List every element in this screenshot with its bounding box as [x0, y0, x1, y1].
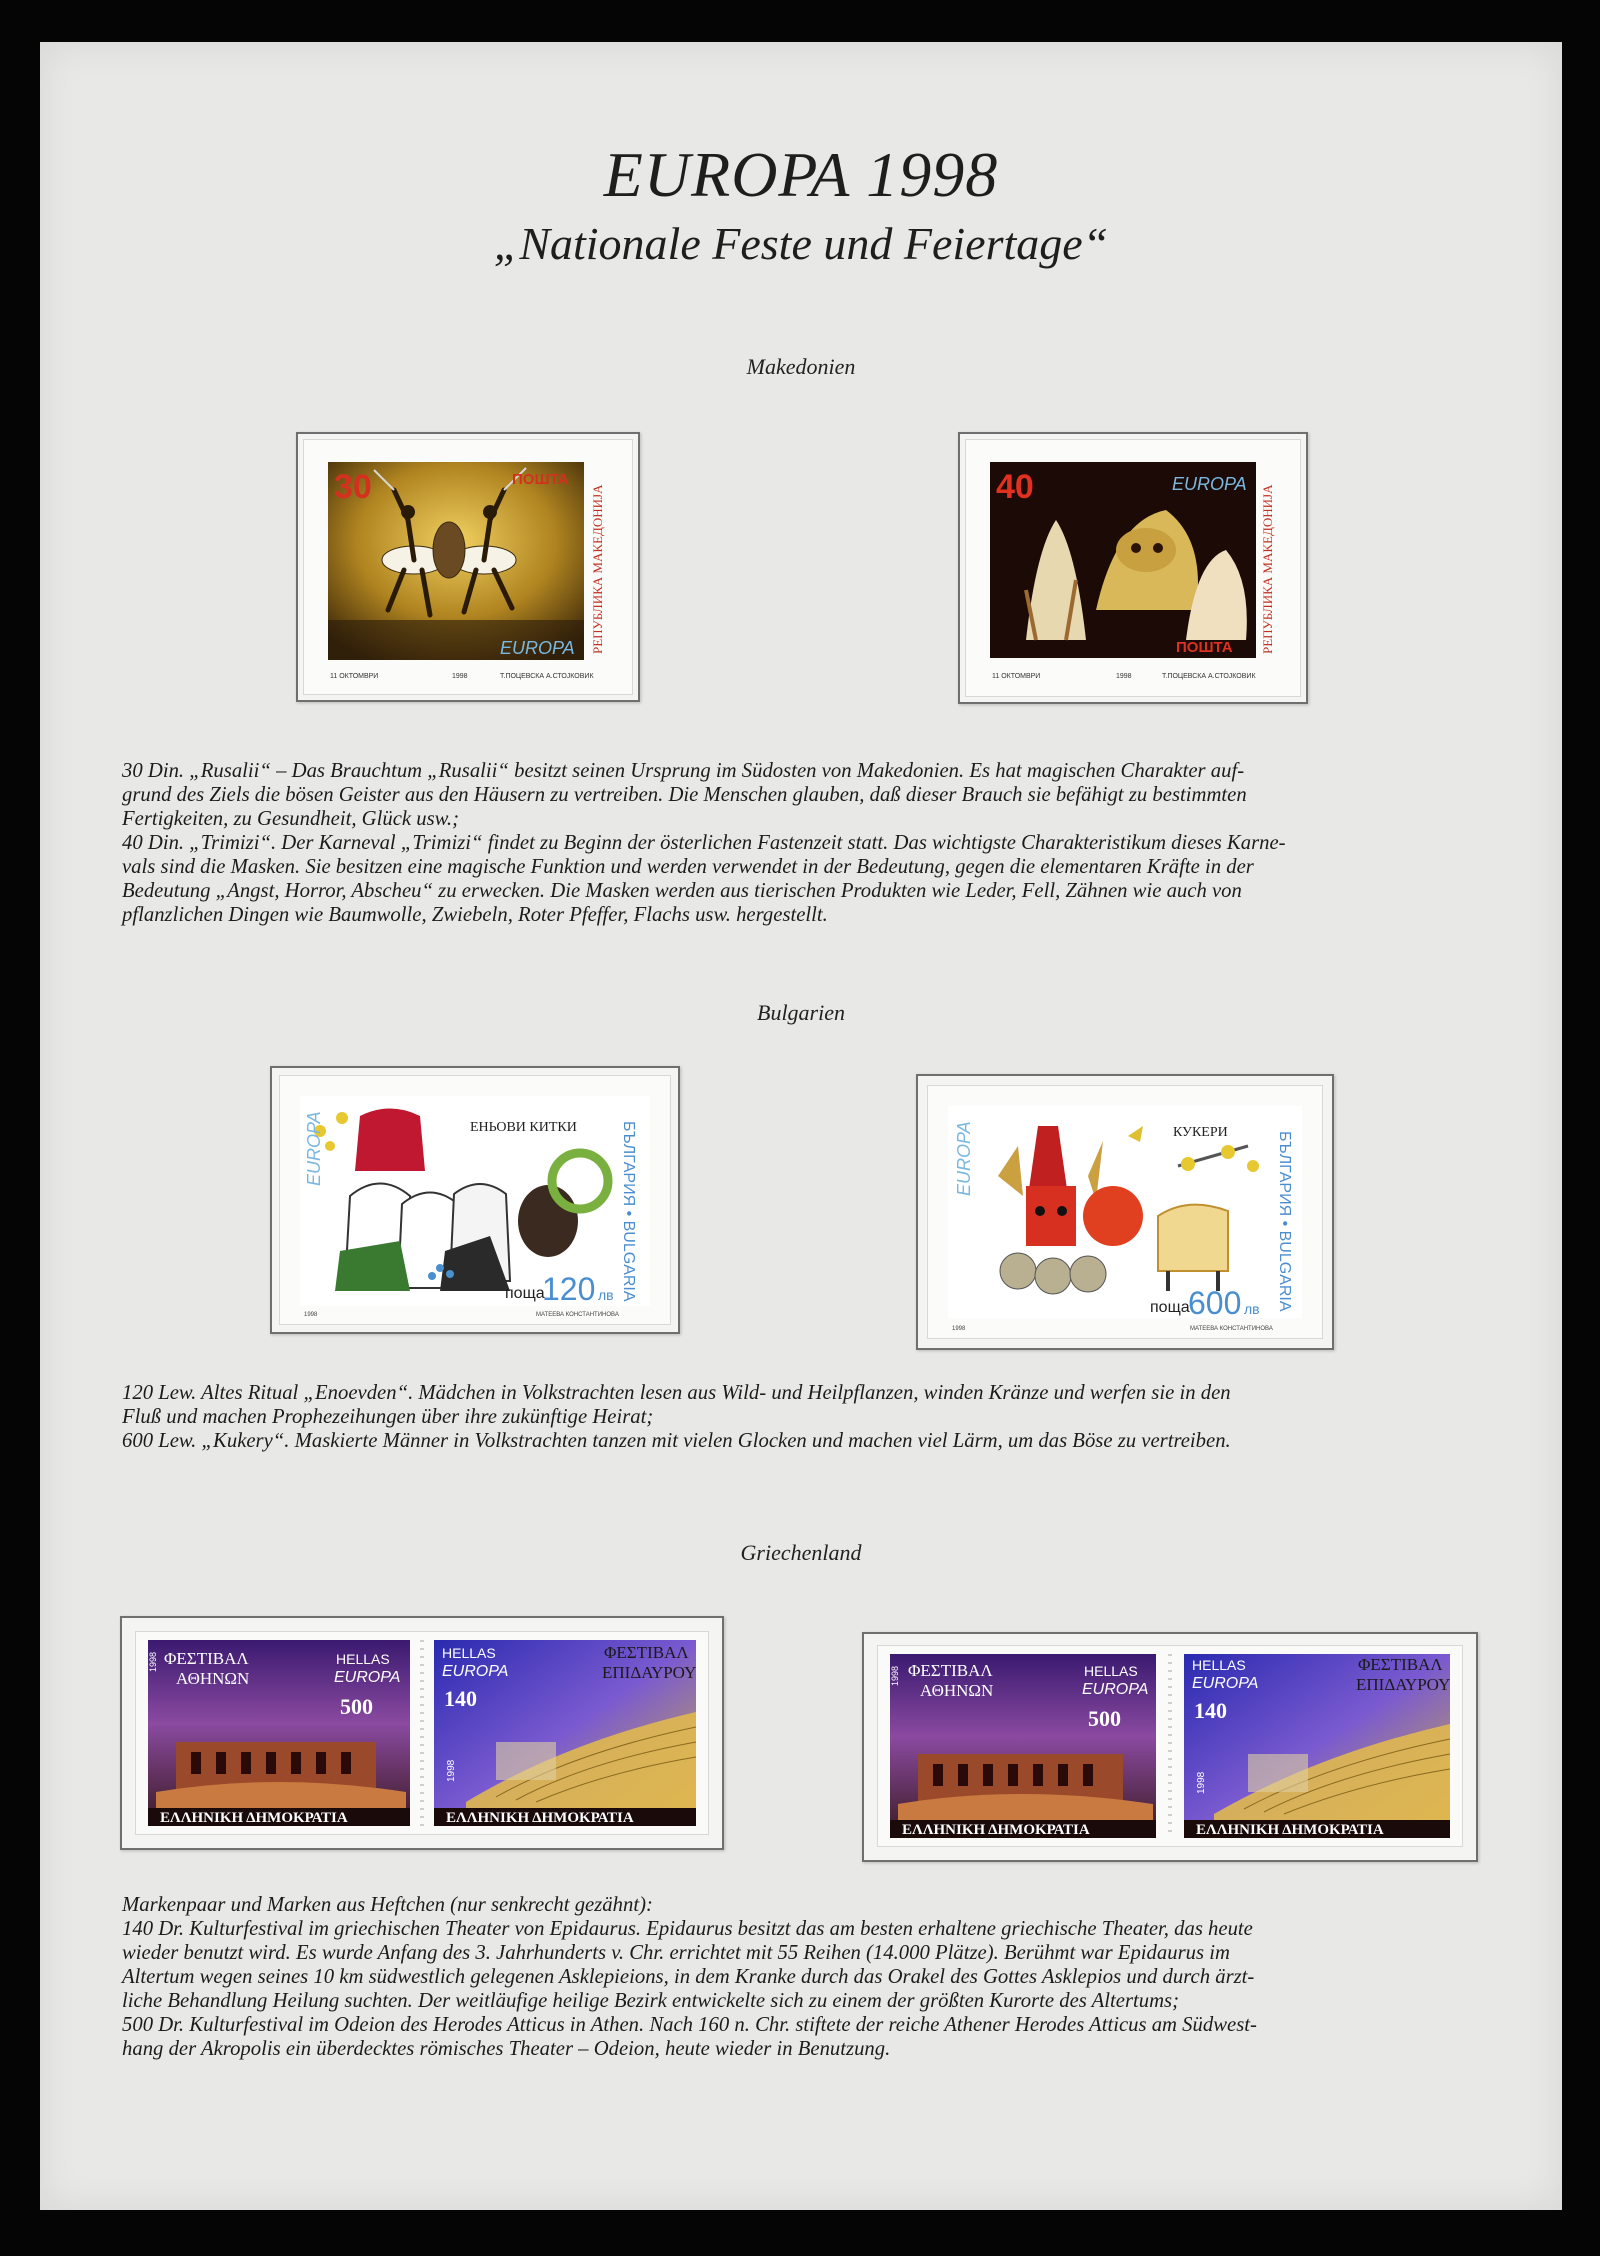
text-line: 30 Din. „Rusalii“ – Das Brauchtum „Rusalii“ besitzt seinen Ursprung im Südosten von Makedonien. Es hat magischen Charakter auf- [122, 758, 1245, 782]
stamp-title-1: ΦΕΣΤΙΒΑΛ [164, 1649, 249, 1668]
page-title: EUROPA 1998 [603, 139, 999, 210]
stamp-caption: КУКЕРИ [1173, 1125, 1228, 1140]
stamp-unit: лв [598, 1287, 614, 1303]
stamp-mount-120 [270, 1066, 680, 1334]
text-line: Altertum wegen seines 10 km südwestlich gelegenen Asklepieions, in dem Kranke durch das Orakel des Gottes Asklepios und durch ärzt- [122, 1964, 1255, 1988]
stamp-footer-year: 1998 [1116, 673, 1132, 680]
stamp-title-2: ΕΠΙΔΑΥΡΟΥ [1356, 1675, 1451, 1694]
text-line: Bedeutung „Angst, Horror, Abscheu“ zu erwecken. Die Masken werden aus tierischen Produkten wie Leder, Fell, Zähnen wie auch von [122, 878, 1242, 902]
stamp-image-kukery [928, 1086, 1322, 1338]
stamp-footer-date: 11 ОКТОМВРИ [992, 673, 1041, 680]
stamp-post-label: ПОШТА [1176, 639, 1233, 656]
description-bulgarien [122, 1380, 1482, 1452]
stamp-country: БЪЛГАРИЯ • BULGARIA [620, 1121, 637, 1302]
europa-logo: EUROPA [500, 638, 575, 658]
stamp-country: HELLAS [336, 1651, 390, 1667]
stamp-title-1: ΦΕΣΤΙΒΑΛ [908, 1661, 993, 1680]
stamp-mount-30 [296, 432, 640, 702]
stamp-title-1: ΦΕΣΤΙΒΑΛ [1358, 1655, 1443, 1674]
europa-logo: EUROPA [1172, 474, 1247, 494]
text-line: grund des Ziels die bösen Geister aus den Häusern zu vertreiben. Die Menschen glauben, daß dieser Brauch sie befähigt zu bestimmten [122, 782, 1247, 806]
stamp-value: 140 [1194, 1698, 1227, 1723]
stamp-value: 500 [1088, 1706, 1121, 1731]
stamp-post-label: поща [1150, 1299, 1190, 1316]
text-line: hang der Akropolis ein überdecktes römisches Theater – Odeion, heute wieder in Benutzung. [122, 2036, 891, 2060]
stamp-country: РЕПУБЛИКА МАКЕДОНИЈА [1260, 484, 1275, 654]
stamp-mount-40 [958, 432, 1308, 704]
europa-logo: EUROPA [1082, 1681, 1149, 1698]
stamp-bulgaria-120 [280, 1076, 670, 1324]
stamp-footer-year: 1998 [452, 673, 468, 680]
europa-logo: EUROPA [954, 1121, 974, 1196]
section-heading-bulgarien: Bulgarien [757, 1000, 845, 1025]
section-heading-griechenland: Griechenland [740, 1540, 862, 1565]
stamp-value: 30 [334, 468, 372, 506]
stamp-value: 600 [1188, 1285, 1242, 1321]
text-line: 600 Lew. „Kukery“. Maskierte Männer in Volkstrachten tanzen mit vielen Glocken und machen viel Lärm, um das Böse zu vertreiben. [122, 1428, 1231, 1452]
stamp-pair-image-1 [136, 1632, 708, 1834]
text-line: 140 Dr. Kulturfestival im griechischen Theater von Epidaurus. Epidaurus besitzt das am besten erhaltene griechische Theater, das heute [122, 1916, 1253, 1940]
stamp-bottom-label: ΕΛΛΗΝΙΚΗ ΔΗΜΟΚΡΑΤΙΑ [446, 1810, 634, 1826]
text-line: 40 Din. „Trimizi“. Der Karneval „Trimizi“ findet zu Beginn der österlichen Fastenzeit statt. Das wichtigste Charakteristikum dieses Karne- [122, 830, 1286, 854]
stamp-country: HELLAS [442, 1645, 496, 1661]
stamp-footer-designers: Т.ПОЦЕВСКА А.СТОЈКОВИК [500, 673, 594, 680]
stamp-year: 1998 [1196, 1771, 1207, 1794]
stamp-value: 40 [996, 468, 1034, 506]
stamp-footer-designer: МАТЕЕВА КОНСТАНТИНОВА [1190, 1326, 1273, 1332]
stamp-image-rusalii [304, 440, 632, 694]
stamp-footer-year: 1998 [952, 1326, 966, 1332]
stamp-macedonia-30 [304, 440, 632, 694]
stamp-year: 1998 [446, 1759, 457, 1782]
stamp-title-2: ΑΘΗΝΩΝ [176, 1669, 250, 1688]
stamp-caption: ЕНЬОВИ КИТКИ [470, 1120, 577, 1135]
europa-logo: EUROPA [334, 1669, 401, 1686]
stamp-footer-date: 11 ОКТОМВРИ [330, 673, 379, 680]
stamp-image-enoevden [280, 1076, 670, 1324]
europa-logo: EUROPA [442, 1663, 509, 1680]
stamp-value: 140 [444, 1686, 477, 1711]
stamp-value: 500 [340, 1694, 373, 1719]
stamp-bulgaria-600 [928, 1086, 1322, 1338]
stamp-pair-image-2 [878, 1646, 1462, 1846]
stamp-year: 1998 [890, 1665, 900, 1686]
text-line: pflanzlichen Dingen wie Baumwolle, Zwiebeln, Roter Pfeffer, Flachs usw. hergestellt. [122, 902, 828, 926]
page-subtitle: „Nationale Feste und Feiertage“ [493, 218, 1109, 269]
stamp-title-2: ΑΘΗΝΩΝ [920, 1681, 994, 1700]
stamp-macedonia-40 [966, 440, 1300, 696]
stamp-value: 120 [542, 1271, 596, 1307]
europa-logo: EUROPA [304, 1111, 324, 1186]
stamp-pair-greece-1 [136, 1632, 708, 1834]
stamp-post-label: поща [505, 1285, 545, 1302]
stamp-image-trimizi [966, 440, 1300, 696]
text-line: liche Behandlung Heilung suchten. Der weitläufige heilige Bezirk entwickelte sich zu einem der größten Kurorte des Altertums; [122, 1988, 1179, 2012]
text-line: Fertigkeiten, zu Gesundheit, Glück usw.; [122, 806, 459, 830]
stamp-footer-year: 1998 [304, 1312, 318, 1318]
text-line: vals sind die Masken. Sie besitzen eine magische Funktion und werden verwendet in der Bedeutung, gegen die elementaren Kräfte in der [122, 854, 1254, 878]
text-line: Fluß und machen Prophezeihungen über ihre zukünftige Heirat; [122, 1404, 654, 1428]
stamp-country: HELLAS [1192, 1657, 1246, 1673]
stamp-country: РЕПУБЛИКА МАКЕДОНИЈА [590, 484, 605, 654]
stamp-country: HELLAS [1084, 1663, 1138, 1679]
stamp-year: 1998 [148, 1651, 158, 1672]
stamp-country: БЪЛГАРИЯ • BULGARIA [1276, 1131, 1293, 1312]
text-line: Markenpaar und Marken aus Heftchen (nur senkrecht gezähnt): [122, 1892, 653, 1916]
stamp-title-1: ΦΕΣΤΙΒΑΛ [604, 1643, 689, 1662]
album-page [40, 42, 1562, 2210]
section-heading-makedonien: Makedonien [746, 354, 856, 379]
stamp-mount-greek-pair-2 [862, 1632, 1478, 1862]
stamp-title-2: ΕΠΙΔΑΥΡΟΥ [602, 1663, 697, 1682]
stamp-unit: лв [1244, 1301, 1260, 1317]
text-line: 500 Dr. Kulturfestival im Odeion des Herodes Atticus in Athen. Nach 160 n. Chr. stiftete der reiche Athener Herodes Atticus am Südwest- [122, 2012, 1257, 2036]
stamp-bottom-label: ΕΛΛΗΝΙΚΗ ΔΗΜΟΚΡΑΤΙΑ [160, 1810, 348, 1826]
text-line: 120 Lew. Altes Ritual „Enoevden“. Mädchen in Volkstrachten lesen aus Wild- und Heilpflanzen, winden Kränze und werfen sie in den [122, 1380, 1231, 1404]
europa-logo: EUROPA [1192, 1675, 1259, 1692]
stamp-post-label: ПОШТА [512, 471, 569, 488]
stamp-mount-600 [916, 1074, 1334, 1350]
description-makedonien [122, 758, 1482, 926]
stamp-mount-greek-pair-1 [120, 1616, 724, 1850]
stamp-footer-designer: МАТЕЕВА КОНСТАНТИНОВА [536, 1312, 619, 1318]
stamp-bottom-label: ΕΛΛΗΝΙΚΗ ΔΗΜΟΚΡΑΤΙΑ [902, 1822, 1090, 1838]
text-line: wieder benutzt wird. Es wurde Anfang des 3. Jahrhunderts v. Chr. errichtet mit 55 Reihen (14.000 Plätze). Berühmt war Epidaurus im [122, 1940, 1230, 1964]
stamp-pair-greece-2 [878, 1646, 1462, 1846]
stamp-bottom-label: ΕΛΛΗΝΙΚΗ ΔΗΜΟΚΡΑΤΙΑ [1196, 1822, 1384, 1838]
stamp-footer-designers: Т.ПОЦЕВСКА А.СТОЈКОВИК [1162, 673, 1256, 680]
description-griechenland [122, 1892, 1482, 2060]
